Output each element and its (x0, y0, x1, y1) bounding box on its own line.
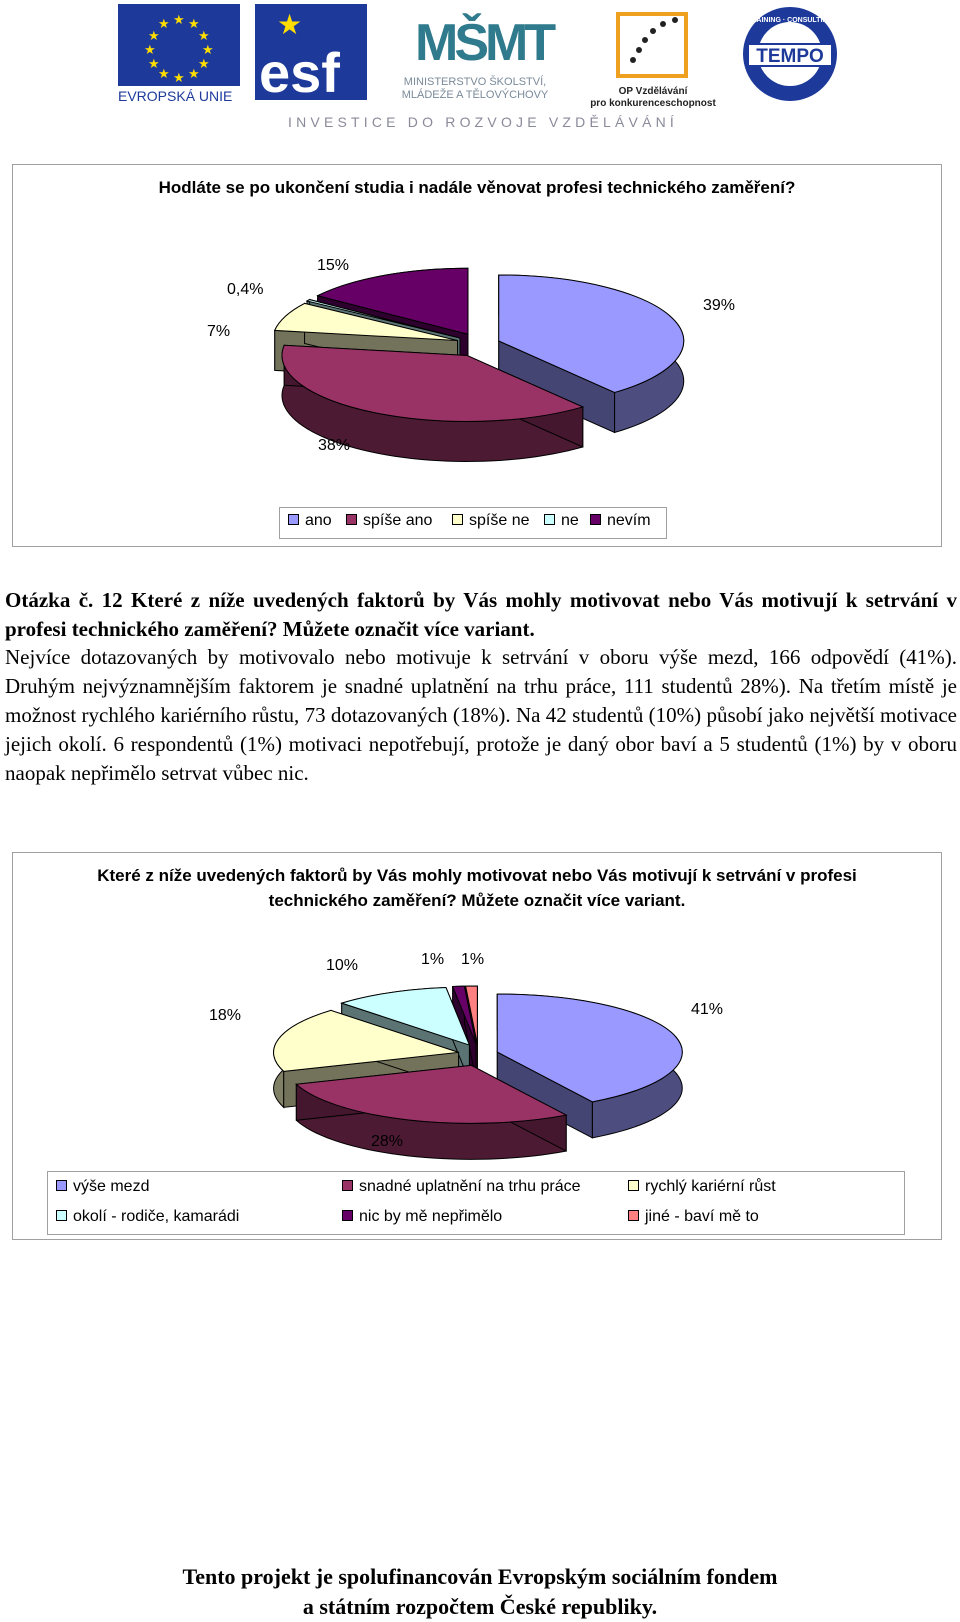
svg-text:★: ★ (173, 13, 185, 28)
msmt-logo-text: MŠMT (415, 14, 553, 72)
msmt-name: MINISTERSTVO ŠKOLSTVÍ, MLÁDEŽE A TĚLOVÝCHOVY (401, 76, 549, 101)
legend-item-spise-ano (346, 512, 432, 530)
tagline: INVESTICE DO ROZVOJE VZDĚLÁVÁNÍ (288, 114, 679, 130)
swatch-nic (342, 1210, 353, 1221)
legend-label: rychlý kariérní růst (645, 1178, 776, 1195)
swatch-ne (544, 514, 555, 525)
op-line1: OP Vzdělávání (618, 86, 688, 97)
chart-1-label-spise-ne: 7% (207, 323, 231, 340)
chart-1-label-nevim: 15% (317, 257, 350, 274)
chart-1-label-ano: 39% (703, 297, 736, 314)
legend-label: snadné uplatnění na trhu práce (359, 1178, 581, 1195)
svg-text:★: ★ (188, 67, 200, 82)
swatch-okoli (56, 1210, 67, 1221)
tempo-text: TEMPO (756, 46, 824, 67)
swatch-uplatneni (342, 1180, 353, 1191)
eu-label: EVROPSKÁ UNIE (118, 88, 233, 104)
svg-text:★: ★ (173, 71, 185, 86)
question-paragraph: Nejvíce dotazovaných by motivovalo nebo motivuje k setrvání v oboru výše mezd, 166 odpovědí (41%). Druhým nejvýznamnějším faktorem je snadné uplatnění na trhu práce, 111 studentů 28%). Na třetím místě je možnost rychlého kariérního růstu, 73 dotazovaných (18%). Na 42 studentů (10%) působí jako největší motivace jejich okolí. 6 respondentů (1%) motivaci nepotřebují, protože je daný obor baví a 5 studentů (1%) by v oboru naopak nepřimělo setrvat vůbec nic. (5, 645, 957, 785)
legend-item-okoli (56, 1208, 239, 1226)
footer-line2: a státním rozpočtem České republiky. (302, 1594, 658, 1619)
svg-text:★: ★ (188, 17, 200, 32)
svg-text:★: ★ (148, 57, 160, 72)
chart-2-legend (47, 1171, 905, 1235)
chart-2-title: Které z níže uvedených faktorů by Vás mohly motivovat nebo Vás motivují k setrvání v profesi technického zaměření? Můžete označit více variant. (97, 866, 857, 910)
legend-label: okolí - rodiče, kamarádi (73, 1208, 240, 1225)
svg-text:★: ★ (158, 17, 170, 32)
eu-stars-icon (118, 4, 240, 86)
svg-text:★: ★ (158, 67, 170, 82)
legend-label: nic by mě nepřimělo (359, 1208, 503, 1225)
msmt-icon (385, 2, 565, 74)
tempo-ring-text: TRAINING · CONSULTING (747, 17, 833, 24)
legend-item-ne (544, 512, 579, 530)
swatch-rust (628, 1180, 639, 1191)
legend-label: nevím (607, 512, 651, 529)
swatch-mzdy (56, 1180, 67, 1191)
svg-text:★: ★ (202, 43, 214, 58)
legend-label: výše mezd (73, 1178, 150, 1195)
chart-1-pie (13, 235, 941, 535)
esf-icon (255, 4, 367, 100)
legend-item-uplatneni (342, 1178, 581, 1196)
chart-2-label-jine: 1% (461, 951, 485, 968)
esf-text: esf (259, 41, 340, 100)
footer-line1: Tento projekt je spolufinancován Evropským sociálním fondem (182, 1564, 778, 1589)
legend-label: spíše ne (469, 512, 530, 529)
svg-text:★: ★ (144, 43, 156, 58)
header-logos (0, 0, 960, 140)
legend-item-jine (628, 1208, 759, 1226)
swatch-spise-ano (346, 514, 357, 525)
chart-2-label-nic: 1% (421, 951, 445, 968)
tempo-logo (740, 4, 840, 104)
swatch-nevim (590, 514, 601, 525)
legend-item-nevim (590, 512, 651, 530)
chart-2-pie (13, 945, 941, 1185)
legend-label: spíše ano (363, 512, 433, 529)
swatch-spise-ne (452, 514, 463, 525)
svg-text:★: ★ (277, 8, 303, 41)
msmt-logo (385, 2, 565, 104)
op-line2: pro konkurenceschopnost (590, 98, 716, 109)
tempo-icon (740, 4, 840, 104)
legend-label: jiné - baví mě to (645, 1208, 759, 1225)
legend-label: ano (305, 512, 332, 529)
op-logo (583, 10, 723, 109)
eu-flag-logo (118, 4, 240, 86)
svg-text:★: ★ (198, 29, 210, 44)
legend-item-nic (342, 1208, 502, 1226)
chart-1-legend (279, 507, 667, 539)
footer (0, 1562, 960, 1622)
swatch-ano (288, 514, 299, 525)
legend-item-mzdy (56, 1178, 149, 1196)
chart-2-label-okoli: 10% (326, 957, 359, 974)
svg-text:★: ★ (198, 57, 210, 72)
chart-2-box (12, 852, 942, 1240)
chart-1-label-spise-ano: 38% (318, 437, 351, 454)
op-icon (583, 10, 723, 82)
legend-item-ano (288, 512, 332, 530)
chart-2-label-mzdy: 41% (691, 1001, 724, 1018)
chart-1-box (12, 164, 942, 547)
legend-item-spise-ne (452, 512, 529, 530)
question-heading: Otázka č. 12 Které z níže uvedených faktorů by Vás mohly motivovat nebo Vás motivují k setrvání v profesi technického zaměření? Můžete označit více variant. (5, 588, 957, 641)
esf-logo (255, 4, 367, 100)
chart-2-label-uplatneni: 28% (371, 1133, 404, 1150)
op-label (583, 86, 723, 110)
legend-label: ne (561, 512, 579, 529)
chart-1-label-ne: 0,4% (227, 281, 264, 298)
legend-item-rust (628, 1178, 776, 1196)
swatch-jine (628, 1210, 639, 1221)
svg-text:★: ★ (148, 29, 160, 44)
chart-2-label-rust: 18% (209, 1007, 242, 1024)
chart-1-title: Hodláte se po ukončení studia i nadále věnovat profesi technického zaměření? (158, 178, 796, 197)
